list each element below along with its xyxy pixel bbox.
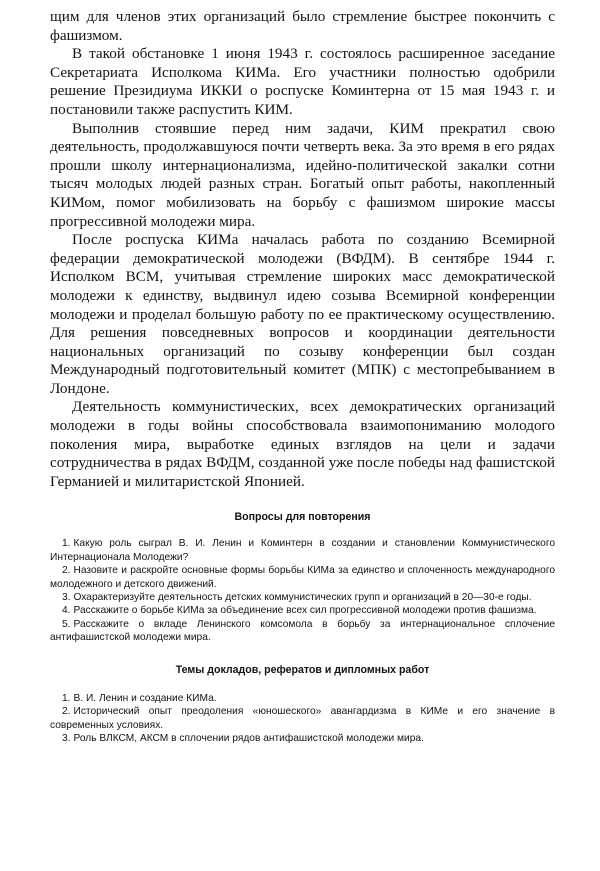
topic-number: 2.	[62, 706, 71, 718]
paragraph-3: Выполнив стоявшие перед ним задачи, КИМ прекратил свою деятельность, продолжавшуюся почти четверть века. За это время в его рядах прошли школу интернационализма, идейно-политической закалки сотни тысяч молодых людей разных стран. Богатый опыт работы, накопленный КИМом, помог мобилизовать на борьбу с фашизмом широкие массы прогрессивной молодежи мира.	[50, 119, 555, 230]
question-number: 2.	[62, 565, 71, 577]
question-text: Какую роль сыграл В. И. Ленин и Коминтерн в создании и становлении Коммунистического Интернационала Молодежи?	[50, 538, 555, 563]
question-text: Назовите и раскройте основные формы борьбы КИМа за единство и сплоченность международного молодежного и детского движений.	[50, 565, 555, 590]
topic-item	[50, 732, 555, 745]
body-text	[50, 8, 555, 491]
paragraph-2: В такой обстановке 1 июня 1943 г. состоялось расширенное заседание Секретариата Исполкома КИМа. Его участники полностью одобрили решение Президиума ИККИ о роспуске Коминтерна от 15 мая 1943 г. и постановили также распустить КИМ.	[50, 45, 555, 118]
question-number: 5.	[62, 618, 71, 630]
paragraph-1: щим для членов этих организаций было стремление быстрее покончить с фашизмом.	[50, 8, 555, 44]
question-text: Охарактеризуйте деятельность детских коммунистических групп и организаций в 20—30-е годы.	[73, 592, 532, 604]
topic-item	[50, 705, 555, 732]
question-item	[50, 618, 555, 645]
book-page	[50, 8, 555, 745]
topic-item	[50, 692, 555, 705]
question-item	[50, 604, 555, 617]
topics-heading: Темы докладов, рефератов и дипломных работ	[175, 663, 430, 676]
topic-number: 3.	[62, 732, 71, 744]
question-item	[50, 564, 555, 591]
questions-heading: Вопросы для повторения	[234, 511, 371, 524]
question-text: Расскажите о вкладе Ленинского комсомола в борьбу за интернациональное сплочение антифашистской молодежи мира.	[50, 618, 555, 644]
paragraph-5: Деятельность коммунистических, всех демократических организаций молодежи в годы войны способствовала взаимопониманию молодого поколения мира, выработке единых взглядов на цели и задачи сотрудничества в рядах ВФДМ, созданной уже после победы над фашистской Германией и милитаристской Японией.	[50, 398, 555, 490]
question-item	[50, 537, 555, 564]
topic-text: В. И. Ленин и создание КИМа.	[73, 692, 217, 704]
topic-number: 1.	[62, 692, 71, 704]
topics-list	[50, 692, 555, 746]
paragraph-4: После роспуска КИМа началась работа по созданию Всемирной федерации демократической молодежи (ВФДМ). В сентябре 1944 г. Исполком ВСМ, учитывая стремление широких масс демократической молодежи к единству, выдвинул идею созыва Всемирной конференции молодежи и проделал большую работу по ее практическому осуществлению. Для решения повседневных вопросов и координации деятельности национальных организаций по созыву конференции был создан Международный подготовительный комитет (МПК) с местопребыванием в Лондоне.	[50, 231, 555, 397]
topic-text: Роль ВЛКСМ, АКСМ в сплочении рядов антифашистской молодежи мира.	[73, 732, 424, 744]
questions-list	[50, 537, 555, 644]
question-number: 4.	[62, 605, 71, 617]
question-item	[50, 591, 555, 604]
question-number: 1.	[62, 538, 71, 550]
question-number: 3.	[62, 592, 71, 604]
question-text: Расскажите о борьбе КИМа за объединение всех сил прогрессивной молодежи против фашизма.	[73, 605, 537, 617]
topic-text: Исторический опыт преодоления «юношеского» авангардизма в КИМе и его значение в современных условиях.	[50, 706, 555, 731]
